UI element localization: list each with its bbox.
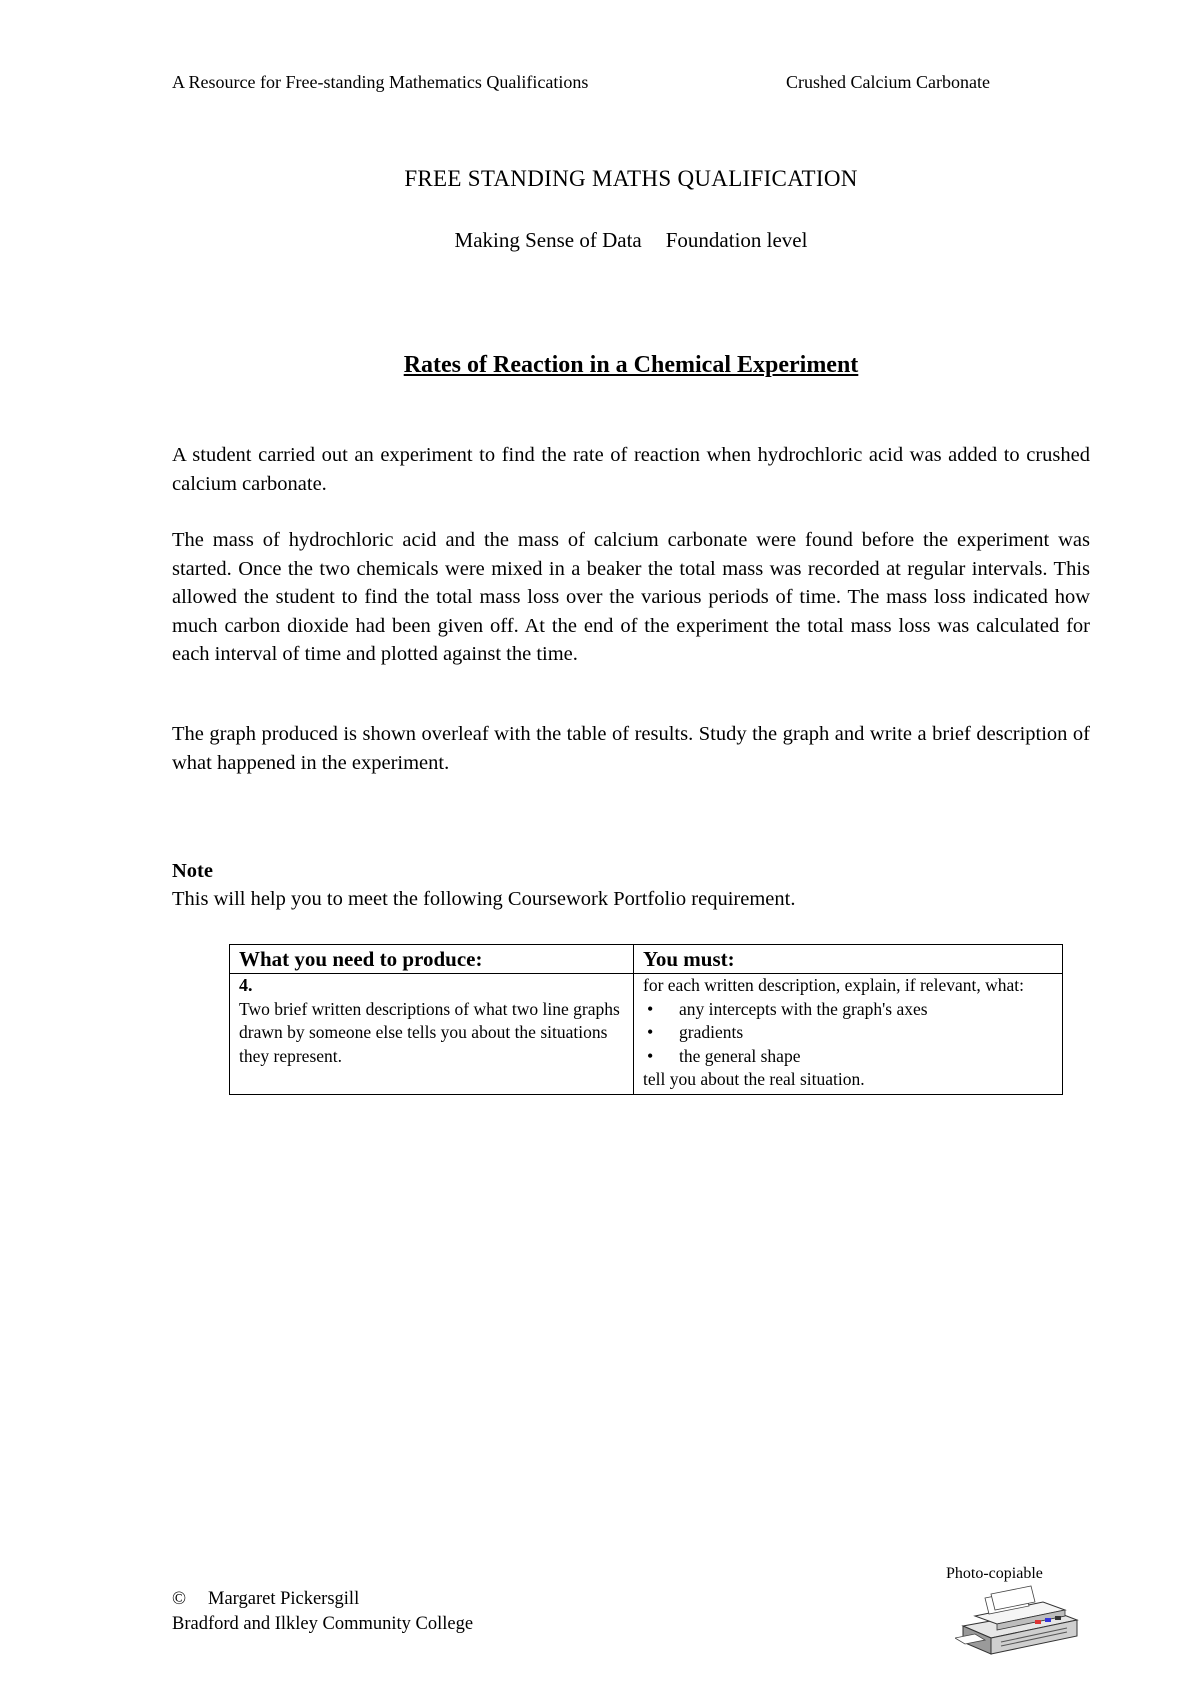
copyright-block — [172, 1587, 473, 1637]
list-item: • gradients — [643, 1021, 1053, 1045]
author-name: Margaret Pickersgill — [208, 1589, 360, 1609]
document-heading: Rates of Reaction in a Chemical Experiment — [403, 352, 859, 378]
requirements-table — [229, 944, 1063, 1095]
header-right: Crushed Calcium Carbonate — [786, 72, 990, 92]
copyright-symbol: © — [172, 1589, 187, 1609]
note-heading: Note — [172, 860, 213, 882]
table-header-must: You must: — [634, 945, 1063, 974]
institution-name: Bradford and Ilkley Community College — [172, 1614, 474, 1634]
table-cell-produce — [230, 974, 634, 1095]
list-item: • any intercepts with the graph's axes — [643, 998, 1053, 1022]
photo-copiable-label: Photo-copiable — [946, 1565, 1043, 1582]
note-text: This will help you to meet the following Coursework Portfolio requirement. — [172, 888, 796, 910]
header-left: A Resource for Free-standing Mathematics Qualifications — [172, 72, 589, 92]
paragraph-task: The graph produced is shown overleaf with the table of results. Study the graph and write a brief description of what happened in the experiment. — [172, 723, 1090, 774]
paragraph-intro: A student carried out an experiment to find the rate of reaction when hydrochloric acid was added to crushed calcium carbonate. — [172, 444, 1090, 495]
list-item: • the general shape — [643, 1045, 1053, 1069]
subtitle — [0, 228, 1200, 253]
paragraph-method: The mass of hydrochloric acid and the mass of calcium carbonate were found before the experiment was started. Once the two chemicals were mixed in a beaker the total mass was recorded at regular intervals. This allowed the student to find the total mass loss over the various periods of time. The mass loss indicated how much carbon dioxide had been given off. At the end of the experiment the total mass loss was calculated for each interval of time and plotted against the time. — [172, 529, 1090, 665]
requirement-text: Two brief written descriptions of what two line graphs drawn by someone else tells you about the situations they represent. — [239, 998, 620, 1066]
table-header-produce: What you need to produce: — [230, 945, 634, 974]
must-outro: tell you about the real situation. — [643, 1069, 865, 1089]
main-title: FREE STANDING MATHS QUALIFICATION — [404, 166, 858, 191]
subtitle-level: Foundation level — [665, 228, 808, 252]
table-row — [230, 974, 1063, 1095]
must-bullet-list — [643, 998, 1053, 1069]
subtitle-topic: Making Sense of Data — [454, 228, 642, 252]
photocopier-icon — [955, 1580, 1085, 1665]
requirement-number: 4. — [239, 975, 253, 995]
must-intro: for each written description, explain, if relevant, what: — [643, 975, 1024, 995]
table-cell-must — [634, 974, 1063, 1095]
